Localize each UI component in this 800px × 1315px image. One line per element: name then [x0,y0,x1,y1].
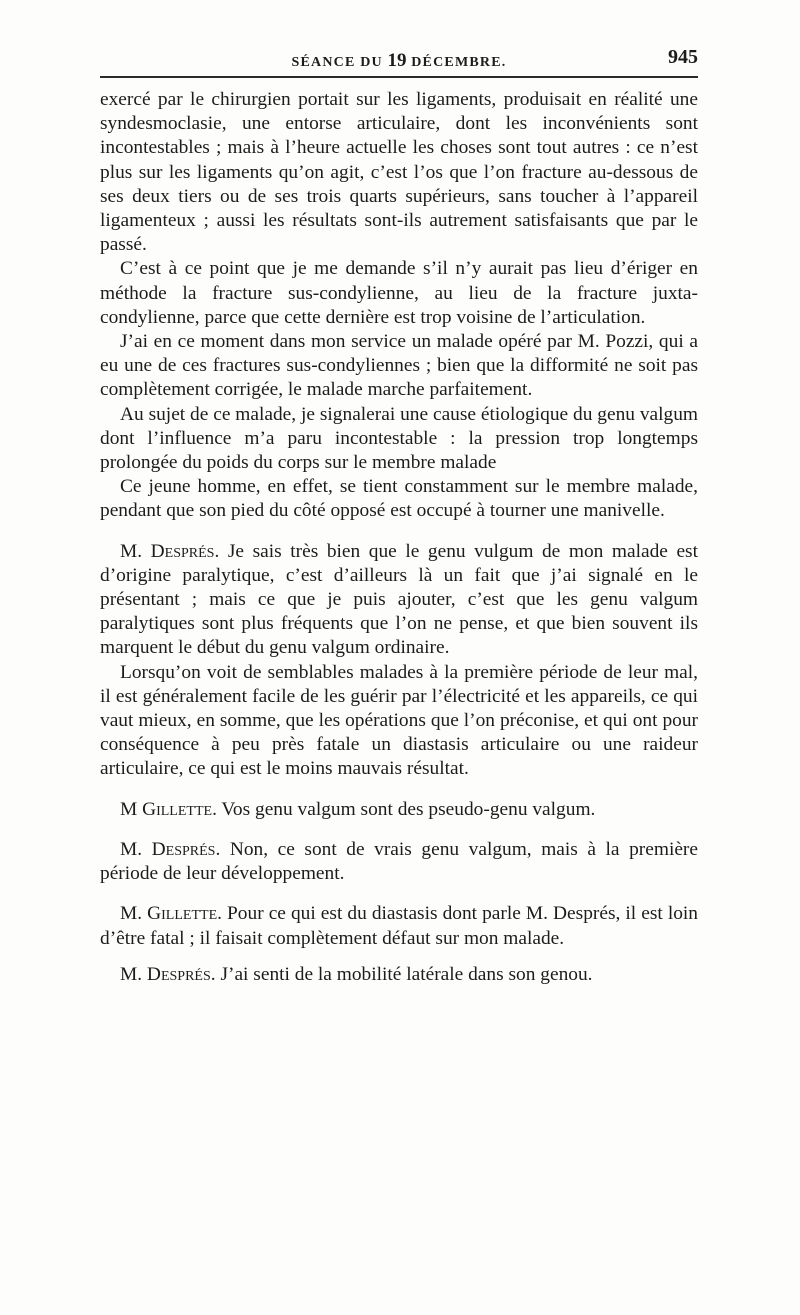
speaker-name: M Gillette. [120,798,217,820]
page-number: 945 [668,46,698,68]
paragraph-continuation [100,88,698,257]
speech-gillette-2 [100,902,698,950]
paragraph-text: J’ai en ce moment dans mon service un malade opéré par M. Pozzi, qui a eu une de ces fractures sus-condyliennes ; bien que la difformité ne soit pas complètement corrigée, le malade marche parfaitement. [100,331,698,401]
title-day: 19 [387,50,407,71]
paragraph-text: Lorsqu’on voit de semblables malades à la première période de leur mal, il est généralement facile de les guérir par l’électricité et les appareils, ce qui vaut mieux, en somme, que les opérations que l’on préconise, et qui ont pour conséquence à peu près fatale un diastasis articulaire ou une raideur articulaire, ce qui est le moins mauvais résultat. [100,661,698,780]
paragraph [100,661,698,782]
header-rule [100,76,698,78]
paragraph-text: C’est à ce point que je me demande s’il n’y aurait pas lieu d’ériger en méthode la fracture sus-condylienne, au lieu de la fracture juxta-condylienne, parce que cette dernière est trop voisine de l’articulation. [100,258,698,328]
speech-text: J’ai senti de la mobilité latérale dans son genou. [215,963,593,985]
paragraph-text: Ce jeune homme, en effet, se tient constamment sur le membre malade, pendant que son pied du côté opposé est occupé à tourner une manivelle. [100,476,698,522]
speech-text: Pour ce qui est du diastasis dont parle M. Després, il est loin d’être fatal ; il faisait complètement défaut sur mon malade. [100,903,698,949]
speech-text: Non, ce sont de vrais genu valgum, mais à la première période de leur développement. [100,838,698,885]
running-head [100,44,698,74]
title-suffix: DÉCEMBRE. [406,55,507,70]
paragraph [100,330,698,403]
speech-text: Vos genu valgum sont des pseudo-genu valgum. [216,798,596,820]
speech-despres-3 [100,963,698,987]
running-head-title [100,50,698,72]
speaker-name: M. Després. [120,540,220,562]
paragraph-text: exercé par le chirurgien portait sur les ligaments, produisait en réalité une syndesmoclasie, une entorse articulaire, dont les inconvénients sont incontestables ; mais à l’heure actuelle les choses sont tout autres : ce n’est plus sur les ligaments qu’on agit, c’est l’os que l’on fracture au-dessous de ses deux tiers ou de ses trois quarts supérieurs, sans toucher à l’appareil ligamenteux ; aussi les résultats sont-ils autrement satisfaisants que par le passé. [100,89,698,256]
speech-gillette-1 [100,798,698,822]
paragraph [100,475,698,523]
speech-despres-1 [100,540,698,661]
title-prefix: SÉANCE DU [291,55,388,70]
paragraph [100,257,698,330]
speech-text: Je sais très bien que le genu vulgum de mon malade est d’origine paralytique, c’est d’ailleurs là un fait que j’ai signalé en le présentant ; mais ce que je puis ajouter, c’est que les genu valgum paralytiques sont plus fréquents que l’on ne pense, et que bien souvent ils marquent le début du genu valgum ordinaire. [100,540,698,659]
body-text [100,88,698,987]
paragraph-text: Au sujet de ce malade, je signalerai une cause étiologique du genu valgum dont l’influence m’a paru incontestable : la pression trop longtemps prolongée du poids du corps sur le membre malade [100,403,698,474]
speaker-name: M. Després. [120,963,216,985]
speaker-name: M. Gillette. [120,903,222,925]
speaker-name: M. Després. [120,838,221,860]
paragraph [100,403,698,476]
speech-despres-2 [100,838,698,886]
